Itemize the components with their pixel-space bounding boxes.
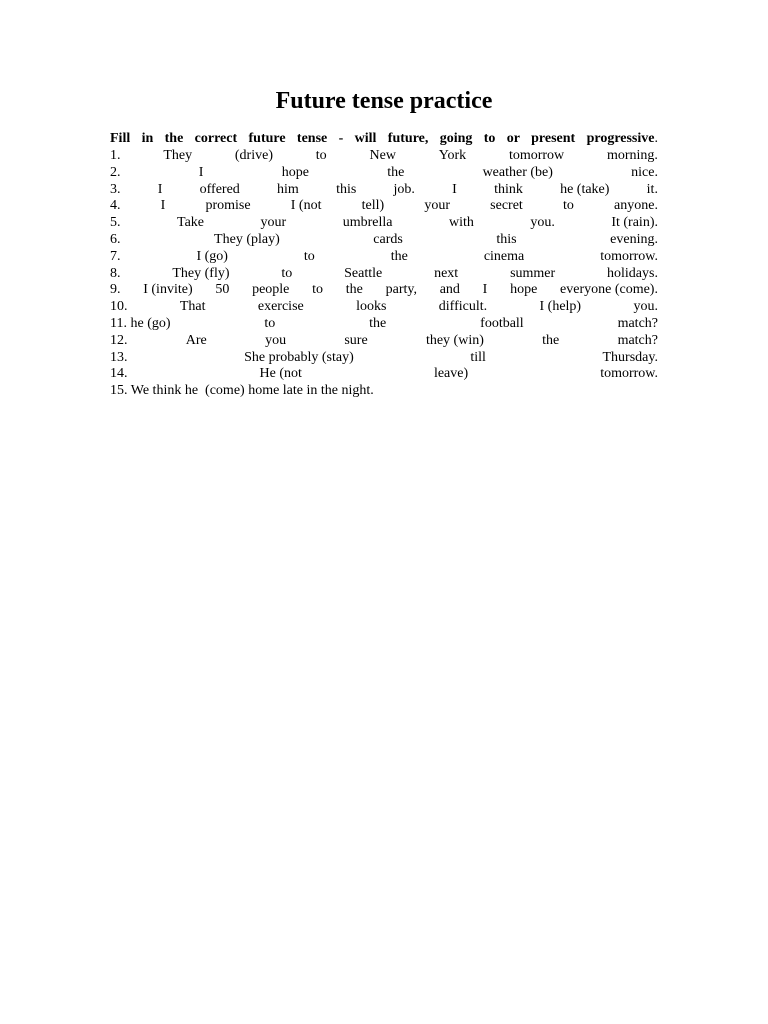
line-7-word: to bbox=[303, 248, 315, 264]
line-1-word: to bbox=[315, 148, 327, 163]
line-6-word: They (play) bbox=[214, 231, 280, 247]
exercise-line-9 bbox=[110, 282, 658, 299]
line-3-word: it. bbox=[646, 181, 658, 197]
line-6-word: cards bbox=[373, 231, 403, 247]
line-2-word: weather (be) bbox=[482, 164, 553, 180]
line-1-word: New bbox=[369, 148, 396, 163]
line-5-word: with bbox=[448, 215, 474, 231]
line-14-word: leave) bbox=[433, 366, 469, 382]
line-3-word: think bbox=[494, 181, 523, 197]
line-3-word: job. bbox=[393, 181, 415, 197]
line-8-word: to bbox=[281, 265, 293, 281]
line-8-word: holidays. bbox=[607, 265, 658, 281]
line-9-word: to bbox=[312, 282, 324, 298]
line-14-word: 14. bbox=[110, 366, 128, 382]
line-13-word: till bbox=[470, 349, 486, 365]
line-2-word: nice. bbox=[631, 164, 658, 180]
line-4-word: your bbox=[424, 198, 450, 214]
line-7-word: cinema bbox=[483, 248, 525, 264]
line-1-word: They bbox=[163, 148, 193, 163]
exercise-line-7 bbox=[110, 249, 658, 266]
exercise-line-6 bbox=[110, 232, 658, 249]
line-10-word: difficult. bbox=[438, 299, 488, 315]
line-9-word: I bbox=[482, 282, 488, 298]
line-11-word: to bbox=[264, 315, 276, 331]
line-6-word: this bbox=[496, 231, 517, 247]
line-5-word: umbrella bbox=[342, 215, 393, 231]
line-1-word: York bbox=[438, 148, 467, 163]
exercise-content bbox=[110, 129, 658, 400]
exercise-line-12 bbox=[110, 333, 658, 350]
line-12-word: 12. bbox=[110, 332, 128, 348]
line-5-word: It (rain). bbox=[611, 215, 658, 231]
line-5-word: your bbox=[260, 215, 287, 231]
line-4-word: promise bbox=[205, 198, 251, 214]
line-8-word: They (fly) bbox=[172, 265, 230, 281]
line-10-word: exercise bbox=[257, 299, 304, 315]
line-12-word: you bbox=[265, 332, 287, 348]
line-7-word: the bbox=[390, 248, 408, 264]
line-4-word: to bbox=[562, 198, 574, 214]
line-4-word: anyone. bbox=[614, 198, 658, 214]
line-9-word: everyone (come). bbox=[560, 282, 658, 298]
line-3-word: this bbox=[336, 181, 357, 197]
line-13-word: 13. bbox=[110, 349, 128, 365]
line-2-word: the bbox=[387, 164, 405, 180]
line-3-word: him bbox=[277, 181, 299, 197]
line-3-word: 3. bbox=[110, 181, 121, 197]
line-8-word: summer bbox=[510, 265, 556, 281]
line-11-word: the bbox=[369, 315, 387, 331]
line-2-word: hope bbox=[281, 164, 309, 180]
exercise-line-11 bbox=[110, 316, 658, 333]
line-5-word: Take bbox=[177, 215, 205, 231]
line-9-word: party, bbox=[385, 282, 417, 298]
line-3-word: he (take) bbox=[560, 181, 610, 197]
line-12-word: Are bbox=[185, 332, 207, 348]
line-10-word: 10. bbox=[110, 299, 128, 315]
instruction-line bbox=[110, 129, 658, 148]
line-3-word: I bbox=[157, 181, 163, 197]
line-9-word: hope bbox=[510, 282, 538, 298]
exercise-line-2 bbox=[110, 165, 658, 182]
line-14-word: tomorrow. bbox=[600, 366, 658, 382]
line-12-word: the bbox=[542, 332, 560, 348]
exercise-line-4 bbox=[110, 198, 658, 215]
line-10-word: you. bbox=[633, 299, 658, 315]
exercise-line-8 bbox=[110, 266, 658, 283]
line-1-word: (drive) bbox=[234, 148, 273, 163]
line-7-word: I (go) bbox=[196, 248, 228, 264]
line-14-word: He (not bbox=[259, 366, 302, 382]
exercise-line-15 bbox=[110, 383, 658, 400]
line-4-word: 4. bbox=[110, 198, 121, 214]
line-3-word: offered bbox=[199, 181, 240, 197]
line-9-word: the bbox=[345, 282, 363, 298]
line-8-word: 8. bbox=[110, 265, 121, 281]
instruction-suffix: . bbox=[654, 131, 658, 146]
line-13-word: Thursday. bbox=[602, 349, 658, 365]
line-11-word: match? bbox=[617, 315, 658, 331]
line-4-word: I (not bbox=[290, 198, 322, 214]
exercise-line-1 bbox=[110, 148, 658, 165]
line-12-word: match? bbox=[617, 332, 658, 348]
line-6-word: evening. bbox=[610, 231, 658, 247]
line-1-word: tomorrow bbox=[508, 148, 565, 163]
instruction-text: Fill in the correct future tense - will future, going to or present progressive bbox=[110, 131, 655, 146]
line-4-word: secret bbox=[490, 198, 523, 214]
line-9-word: I (invite) bbox=[143, 282, 193, 298]
page-title: Future tense practice bbox=[275, 88, 493, 114]
line-9-word: and bbox=[439, 282, 460, 298]
line-15-text: 15. We think he (come) home late in the night. bbox=[110, 383, 374, 399]
line-1-word: 1. bbox=[110, 148, 121, 163]
line-1-word: morning. bbox=[606, 148, 658, 163]
line-8-word: Seattle bbox=[344, 265, 383, 281]
line-6-word: 6. bbox=[110, 231, 121, 247]
exercise-line-10 bbox=[110, 299, 658, 316]
line-9-word: 9. bbox=[110, 282, 121, 298]
line-12-word: sure bbox=[344, 332, 368, 348]
line-8-word: next bbox=[434, 265, 459, 281]
line-2-word: I bbox=[198, 164, 204, 180]
exercise-line-14 bbox=[110, 366, 658, 383]
line-11-word: 11. he (go) bbox=[110, 315, 171, 331]
line-4-word: I bbox=[160, 198, 166, 214]
exercise-line-13 bbox=[110, 350, 658, 367]
line-13-word: She probably (stay) bbox=[244, 349, 354, 365]
line-12-word: they (win) bbox=[425, 332, 484, 348]
line-9-word: people bbox=[252, 282, 290, 298]
line-10-word: That bbox=[179, 299, 206, 315]
line-11-word: football bbox=[480, 315, 524, 331]
line-5-word: you. bbox=[530, 215, 555, 231]
exercise-line-3 bbox=[110, 182, 658, 199]
line-5-word: 5. bbox=[110, 215, 121, 231]
line-2-word: 2. bbox=[110, 164, 121, 180]
line-3-word: I bbox=[452, 181, 457, 197]
line-4-word: tell) bbox=[361, 198, 385, 214]
line-9-word: 50 bbox=[215, 282, 230, 298]
line-7-word: tomorrow. bbox=[600, 248, 658, 264]
exercise-line-5 bbox=[110, 215, 658, 232]
line-10-word: looks bbox=[356, 299, 387, 315]
line-7-word: 7. bbox=[110, 248, 121, 264]
line-10-word: I (help) bbox=[539, 299, 582, 315]
